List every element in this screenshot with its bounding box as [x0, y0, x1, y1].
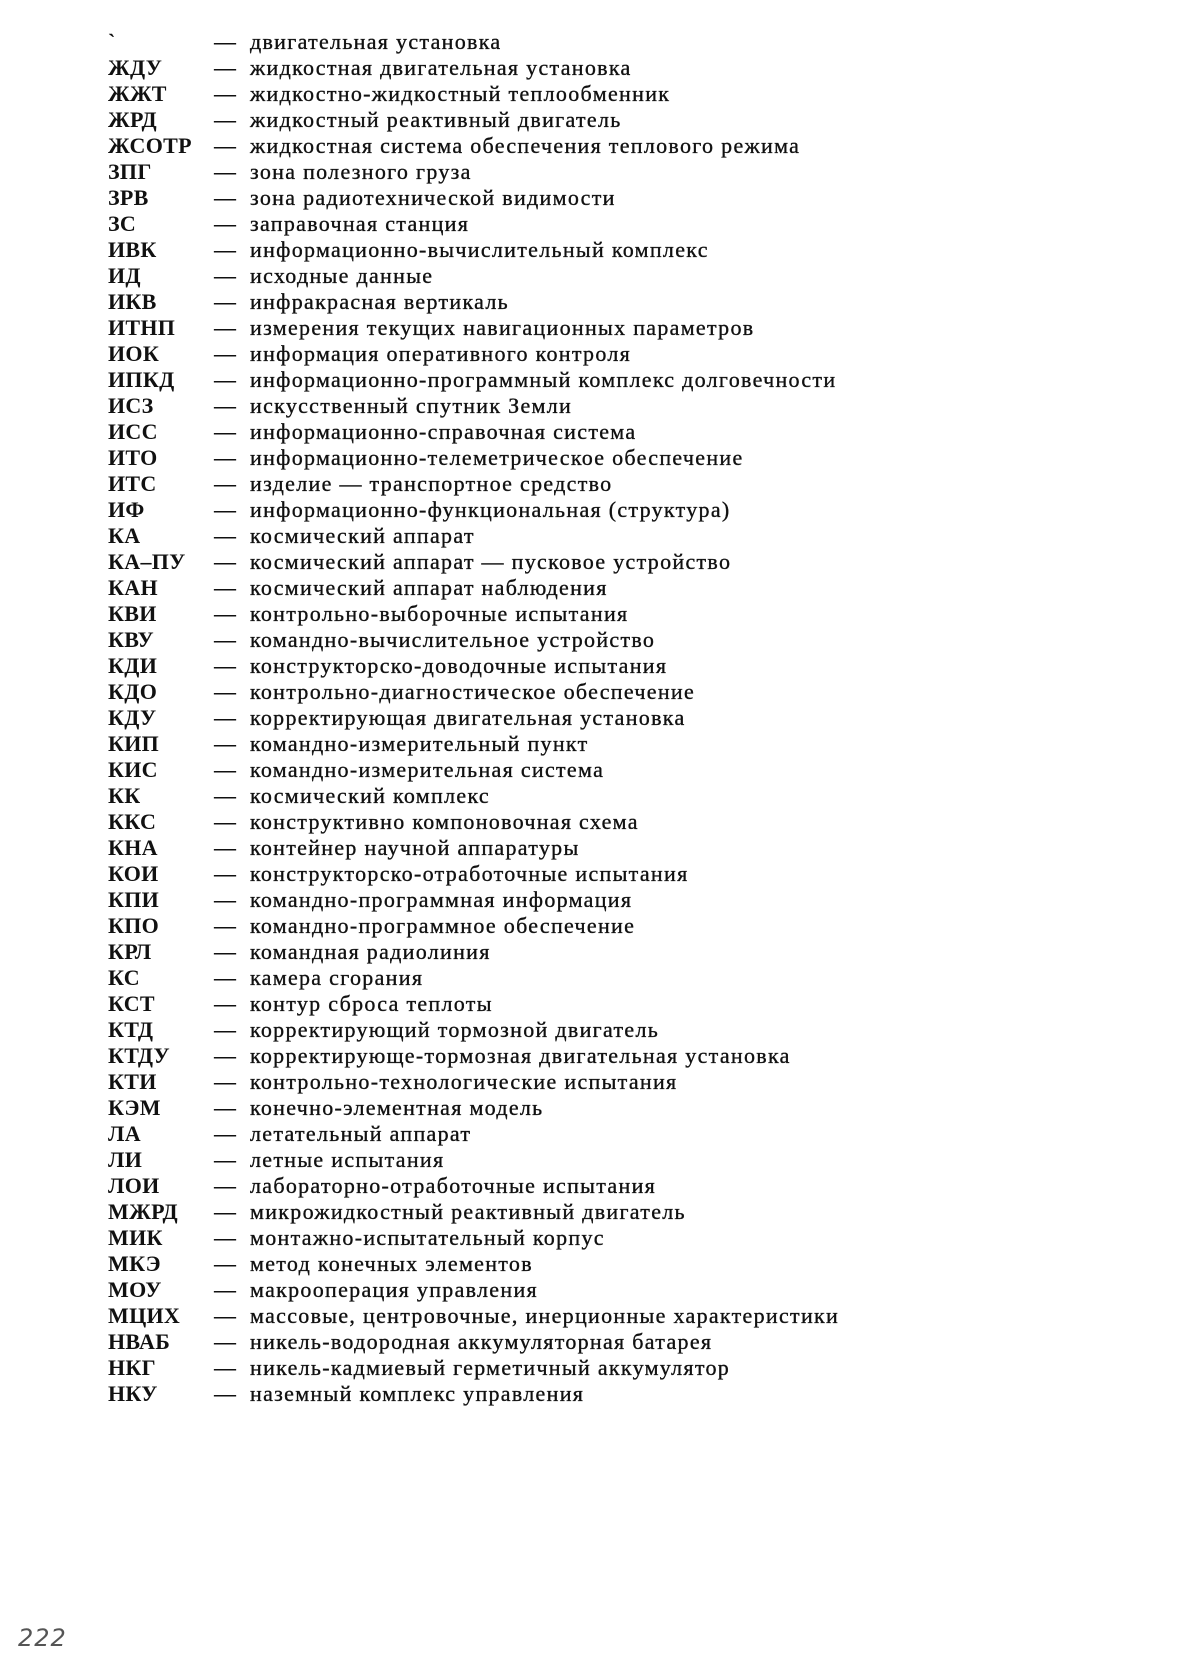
abbreviation: ИСС [108, 419, 158, 444]
list-item [0, 367, 1200, 393]
separator-dash: — [214, 1173, 236, 1198]
list-item [0, 1199, 1200, 1225]
list-item [0, 81, 1200, 107]
definition: информационно-вычислительный комплекс [250, 237, 709, 262]
definition: конструктивно компоновочная схема [250, 809, 639, 834]
definition: жидкостно-жидкостный теплообменник [250, 81, 671, 106]
abbreviation: ККС [108, 809, 157, 834]
abbreviation-list [0, 29, 1200, 1407]
separator-dash: — [214, 757, 236, 782]
list-item [0, 1225, 1200, 1251]
separator-dash: — [214, 55, 236, 80]
abbreviation: КЭМ [108, 1095, 161, 1120]
definition: летные испытания [250, 1147, 445, 1172]
definition: изделие — транспортное средство [250, 471, 613, 496]
separator-dash: — [214, 1069, 236, 1094]
list-item [0, 471, 1200, 497]
abbreviation: ИТО [108, 445, 158, 470]
list-item [0, 757, 1200, 783]
abbreviation: ЗРВ [108, 185, 149, 210]
abbreviation: НКГ [108, 1355, 156, 1380]
definition: контрольно-технологические испытания [250, 1069, 678, 1094]
definition: командно-программное обеспечение [250, 913, 636, 938]
abbreviation: МЖРД [108, 1199, 178, 1224]
list-item [0, 159, 1200, 185]
separator-dash: — [214, 445, 236, 470]
list-item [0, 939, 1200, 965]
list-item [0, 549, 1200, 575]
definition: лабораторно-отработочные испытания [250, 1173, 657, 1198]
separator-dash: — [214, 601, 236, 626]
abbreviation: ИВК [108, 237, 157, 262]
separator-dash: — [214, 393, 236, 418]
separator-dash: — [214, 887, 236, 912]
separator-dash: — [214, 783, 236, 808]
separator-dash: — [214, 1303, 236, 1328]
abbreviation: КС [108, 965, 140, 990]
list-item [0, 107, 1200, 133]
definition: командно-измерительная система [250, 757, 605, 782]
separator-dash: — [214, 159, 236, 184]
separator-dash: — [214, 679, 236, 704]
list-item [0, 1277, 1200, 1303]
separator-dash: — [214, 367, 236, 392]
abbreviation: КТД [108, 1017, 154, 1042]
list-item [0, 601, 1200, 627]
separator-dash: — [214, 1381, 236, 1406]
abbreviation: ` [108, 29, 116, 54]
definition: информационно-телеметрическое обеспечение [250, 445, 744, 470]
separator-dash: — [214, 211, 236, 236]
definition: космический аппарат наблюдения [250, 575, 608, 600]
definition: контейнер научной аппаратуры [250, 835, 580, 860]
definition: никель-кадмиевый герметичный аккумулятор [250, 1355, 731, 1380]
definition: информационно-функциональная (структура) [250, 497, 731, 522]
abbreviation: КТДУ [108, 1043, 170, 1068]
abbreviation: ЖРД [108, 107, 157, 132]
definition: контрольно-выборочные испытания [250, 601, 629, 626]
list-item [0, 991, 1200, 1017]
definition: исходные данные [250, 263, 434, 288]
separator-dash: — [214, 1225, 236, 1250]
definition: измерения текущих навигационных параметров [250, 315, 755, 340]
abbreviation: КОИ [108, 861, 159, 886]
abbreviation: МИК [108, 1225, 163, 1250]
definition: зона радиотехнической видимости [250, 185, 616, 210]
abbreviation: ИФ [108, 497, 145, 522]
definition: командная радиолиния [250, 939, 491, 964]
abbreviation: КСТ [108, 991, 155, 1016]
list-item [0, 913, 1200, 939]
separator-dash: — [214, 965, 236, 990]
abbreviation: ИОК [108, 341, 160, 366]
definition: микрожидкостный реактивный двигатель [250, 1199, 686, 1224]
list-item [0, 263, 1200, 289]
abbreviation: ЛА [108, 1121, 141, 1146]
abbreviation: ИСЗ [108, 393, 154, 418]
abbreviation: ИКВ [108, 289, 157, 314]
definition: инфракрасная вертикаль [250, 289, 509, 314]
abbreviation: КВУ [108, 627, 154, 652]
separator-dash: — [214, 913, 236, 938]
list-item [0, 783, 1200, 809]
abbreviation: КТИ [108, 1069, 157, 1094]
definition: конструкторско-доводочные испытания [250, 653, 668, 678]
list-item [0, 289, 1200, 315]
separator-dash: — [214, 835, 236, 860]
definition: искусственный спутник Земли [250, 393, 573, 418]
definition: летательный аппарат [250, 1121, 472, 1146]
abbreviation: КА [108, 523, 141, 548]
abbreviation: КК [108, 783, 141, 808]
list-item [0, 419, 1200, 445]
separator-dash: — [214, 731, 236, 756]
separator-dash: — [214, 1199, 236, 1224]
separator-dash: — [214, 237, 236, 262]
separator-dash: — [214, 861, 236, 886]
list-item [0, 1017, 1200, 1043]
abbreviation: ЗС [108, 211, 137, 236]
list-item [0, 965, 1200, 991]
separator-dash: — [214, 497, 236, 522]
definition: жидкостный реактивный двигатель [250, 107, 622, 132]
list-item [0, 1303, 1200, 1329]
definition: контрольно-диагностическое обеспечение [250, 679, 696, 704]
abbreviation: ЖЖТ [108, 81, 167, 106]
definition: космический комплекс [250, 783, 490, 808]
separator-dash: — [214, 1329, 236, 1354]
definition: командно-программная информация [250, 887, 633, 912]
list-item [0, 497, 1200, 523]
definition: контур сброса теплоты [250, 991, 493, 1016]
definition: корректирующе-тормозная двигательная установка [250, 1043, 791, 1068]
list-item [0, 237, 1200, 263]
abbreviation: КПИ [108, 887, 160, 912]
definition: никель-водородная аккумуляторная батарея [250, 1329, 713, 1354]
list-item [0, 133, 1200, 159]
list-item [0, 1381, 1200, 1407]
page-number: 222 [18, 1624, 67, 1652]
abbreviation: НКУ [108, 1381, 158, 1406]
separator-dash: — [214, 1043, 236, 1068]
separator-dash: — [214, 653, 236, 678]
list-item [0, 887, 1200, 913]
list-item [0, 1251, 1200, 1277]
definition: информационно-программный комплекс долговечности [250, 367, 837, 392]
separator-dash: — [214, 133, 236, 158]
list-item [0, 627, 1200, 653]
abbreviation: КНА [108, 835, 158, 860]
separator-dash: — [214, 575, 236, 600]
separator-dash: — [214, 81, 236, 106]
separator-dash: — [214, 1277, 236, 1302]
definition: информационно-справочная система [250, 419, 637, 444]
separator-dash: — [214, 1121, 236, 1146]
separator-dash: — [214, 1095, 236, 1120]
abbreviation: ИД [108, 263, 141, 288]
abbreviation: ЖДУ [108, 55, 163, 80]
definition: зона полезного груза [250, 159, 472, 184]
list-item [0, 341, 1200, 367]
separator-dash: — [214, 705, 236, 730]
list-item [0, 315, 1200, 341]
separator-dash: — [214, 991, 236, 1016]
definition: корректирующий тормозной двигатель [250, 1017, 660, 1042]
separator-dash: — [214, 809, 236, 834]
abbreviation: КАН [108, 575, 158, 600]
list-item [0, 835, 1200, 861]
list-item [0, 1121, 1200, 1147]
definition: жидкостная система обеспечения теплового режима [250, 133, 801, 158]
abbreviation: КДУ [108, 705, 157, 730]
list-item [0, 731, 1200, 757]
abbreviation: МЦИХ [108, 1303, 181, 1328]
abbreviation: ЛОИ [108, 1173, 160, 1198]
abbreviation: МКЭ [108, 1251, 161, 1276]
separator-dash: — [214, 471, 236, 496]
abbreviation: КДИ [108, 653, 158, 678]
abbreviation: КВИ [108, 601, 157, 626]
separator-dash: — [214, 1147, 236, 1172]
separator-dash: — [214, 1355, 236, 1380]
list-item [0, 55, 1200, 81]
abbreviation: КА–ПУ [108, 549, 186, 574]
list-item [0, 705, 1200, 731]
definition: информация оперативного контроля [250, 341, 632, 366]
definition: конструкторско-отработочные испытания [250, 861, 689, 886]
definition: конечно-элементная модель [250, 1095, 544, 1120]
list-item [0, 809, 1200, 835]
abbreviation: ЛИ [108, 1147, 143, 1172]
list-item [0, 29, 1200, 55]
separator-dash: — [214, 185, 236, 210]
abbreviation: КПО [108, 913, 160, 938]
list-item [0, 1043, 1200, 1069]
definition: монтажно-испытательный корпус [250, 1225, 605, 1250]
list-item [0, 1355, 1200, 1381]
abbreviation: ЖСОТР [108, 133, 192, 158]
list-item [0, 1069, 1200, 1095]
abbreviation: ИПКД [108, 367, 175, 392]
separator-dash: — [214, 939, 236, 964]
separator-dash: — [214, 627, 236, 652]
definition: командно-измерительный пункт [250, 731, 589, 756]
separator-dash: — [214, 419, 236, 444]
definition: метод конечных элементов [250, 1251, 533, 1276]
list-item [0, 523, 1200, 549]
separator-dash: — [214, 549, 236, 574]
definition: наземный комплекс управления [250, 1381, 585, 1406]
list-item [0, 861, 1200, 887]
separator-dash: — [214, 1017, 236, 1042]
definition: космический аппарат — пусковое устройство [250, 549, 732, 574]
separator-dash: — [214, 107, 236, 132]
definition: командно-вычислительное устройство [250, 627, 656, 652]
separator-dash: — [214, 289, 236, 314]
list-item [0, 653, 1200, 679]
list-item [0, 211, 1200, 237]
list-item [0, 1173, 1200, 1199]
definition: заправочная станция [250, 211, 470, 236]
list-item [0, 1147, 1200, 1173]
abbreviation: ИТС [108, 471, 157, 496]
abbreviation: МОУ [108, 1277, 162, 1302]
separator-dash: — [214, 523, 236, 548]
abbreviation: КИС [108, 757, 158, 782]
definition: массовые, центровочные, инерционные характеристики [250, 1303, 840, 1328]
separator-dash: — [214, 341, 236, 366]
abbreviation: ЗПГ [108, 159, 152, 184]
abbreviation: КДО [108, 679, 158, 704]
abbreviation: НВАБ [108, 1329, 171, 1354]
separator-dash: — [214, 1251, 236, 1276]
list-item [0, 445, 1200, 471]
list-item [0, 185, 1200, 211]
separator-dash: — [214, 29, 236, 54]
definition: жидкостная двигательная установка [250, 55, 632, 80]
separator-dash: — [214, 315, 236, 340]
abbreviation: КИП [108, 731, 160, 756]
definition: камера сгорания [250, 965, 424, 990]
abbreviation: ИТНП [108, 315, 176, 340]
list-item [0, 679, 1200, 705]
definition: макрооперация управления [250, 1277, 538, 1302]
definition: космический аппарат [250, 523, 475, 548]
list-item [0, 393, 1200, 419]
list-item [0, 575, 1200, 601]
separator-dash: — [214, 263, 236, 288]
definition: двигательная установка [250, 29, 502, 54]
abbreviation: КРЛ [108, 939, 152, 964]
definition: корректирующая двигательная установка [250, 705, 686, 730]
list-item [0, 1329, 1200, 1355]
list-item [0, 1095, 1200, 1121]
